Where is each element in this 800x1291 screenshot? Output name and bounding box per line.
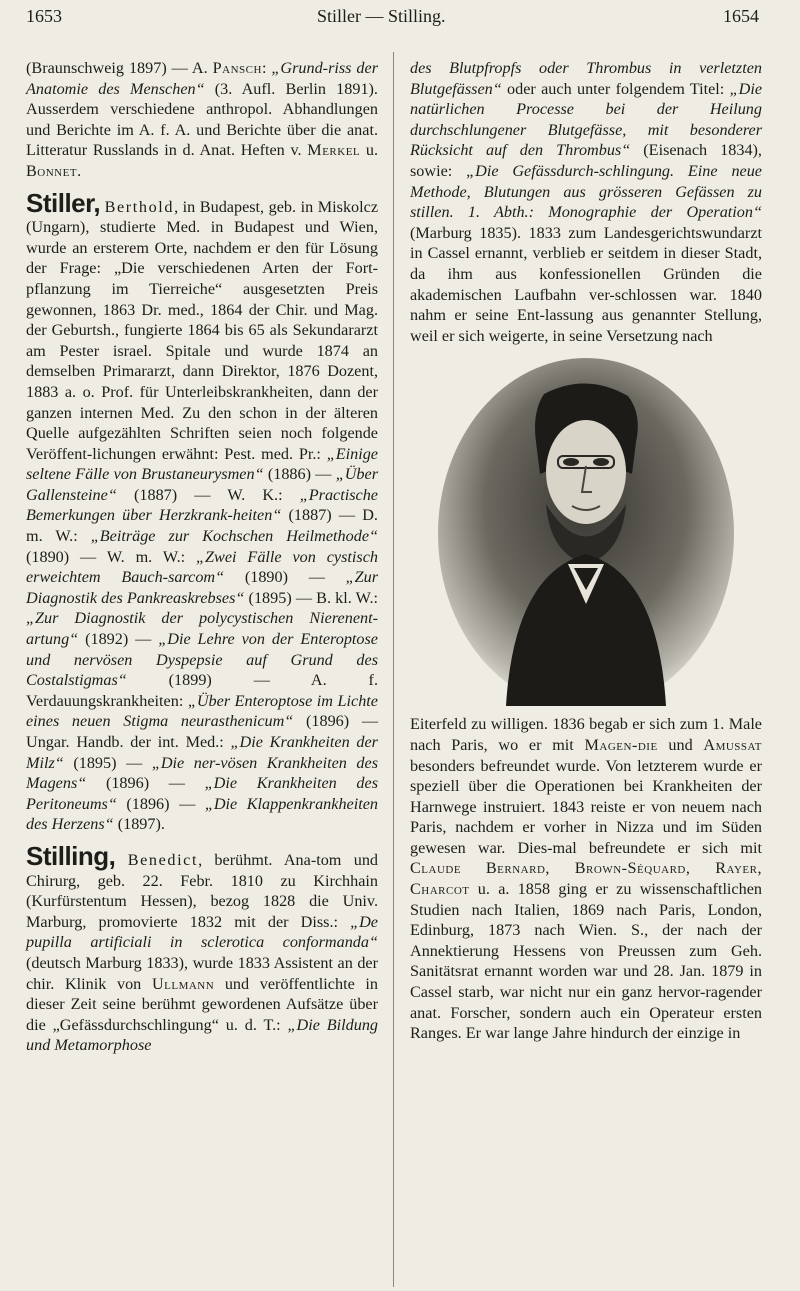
author-name: Merkel — [307, 141, 361, 160]
work-title: „Die Gefässdurch-schlingung. Eine neue Methode, Blutungen aus grösseren Gefässen zu stillen. 1. Abth.: Monographie der Operation“ — [410, 161, 762, 222]
work-title: „Die Krankheiten der Milz“ — [26, 733, 378, 772]
work-title: „Zwei Fälle von cystisch erweichtem Bauch-sarcom“ — [26, 547, 378, 587]
text-run: u. a. 1858 ging er zu wissenschaftlichen Studien nach Italien, 1869 nach Paris, London, Edinburg, 1873 nach Wien. S., der nach der Annektierung Hessens von Preussen zum Geh. Sanitätsrat ernannt worden war und 28. Jan. 1879 in Cassel starb, war nicht nur ein ganz hervor-ragender anat. Forscher, sondern auch ein Operateur ersten Ranges. Er war lange Jahre hindurch der einzige in — [410, 880, 762, 1043]
author-name: Pansch — [212, 59, 262, 77]
text-run: und veröffentlichte in dieser Zeit seine berühmt gewordenen Aufsätze über die „Gefässdurchschlingung“ u. d. T.: — [26, 974, 378, 1034]
author-name: Amussat — [703, 735, 762, 754]
text-run: , in Budapest, geb. in Miskolcz (Ungarn), studierte Med. in Budapest und Wien, wurde an ersterem Orte, nachdem er den für Lösung der Frage: „Die verschiedenen Arten der Fort-pflanzung im Tierreiche“ ausgesetzten Preis gewonnen, 1863 Dr. med., 1864 der Chir. und Mag. der Geburtsh., fungierte 1864 bis 65 als Sekundararzt am Pester israel. Spitale und wurde 1874 an demselben Primararzt, dann Direktor, 1876 Dozent, 1883 a. o. Prof. für Unterleibskrankheiten, dann der ganzen internen Med. Zu den schon in der älteren Quelle aufgezählten Schriften seien noch folgende Veröffent-lichungen erwähnt: Pest. med. Pr.: — [26, 197, 379, 463]
portrait-engraving — [436, 354, 736, 706]
text-run: (1897). — [113, 815, 165, 834]
text-run: (1896) — Ungar. Handb. der int. Med.: — [26, 712, 379, 751]
continued-paragraph — [410, 58, 762, 346]
text-run: (1899) — A. f. Verdauungskrankheiten: — [26, 671, 378, 710]
work-title: „Zur Diagnostik der polycystischen Nierenent-artung“ — [26, 609, 378, 649]
text-run: (1895) — — [63, 753, 152, 772]
text-run: und — [657, 735, 704, 754]
text-run: oder auch unter folgendem Titel: — [501, 79, 730, 98]
text-run: u. — [360, 141, 378, 160]
text-run: (1892) — — [78, 630, 159, 649]
text-run: (1890) — — [224, 568, 346, 587]
text-run: (1890) — W. m. W.: — [26, 547, 197, 566]
left-column — [26, 58, 378, 1056]
text-run: (1887) — D. m. W.: — [26, 506, 378, 546]
text-run: (1896) — — [86, 774, 205, 793]
work-title: „Practische Bemerkungen über Herzkrank-heiten“ — [26, 485, 378, 525]
author-name: Claude Bernard, Brown-Séquard, Rayer, Charcot — [410, 859, 762, 899]
entry-headword: Stiller, — [26, 187, 101, 218]
entry-headword: Stilling, — [26, 840, 116, 871]
running-title: Stiller — Stilling. — [317, 6, 446, 26]
text-run: : — [261, 59, 272, 77]
text-run: besonders befreundet wurde. Von letzterem wurde er speziell über die Operationen bei Krankheiten der Harnwege instruiert. 1843 reiste er von neuem nach Paris, nachdem er vorher in Nizza und im Süden gewesen war. Dies-mal befreundete er sich mit — [410, 756, 762, 857]
text-run: (Braunschweig 1897) — A. — [26, 59, 213, 77]
page-number-right: 1654 — [723, 6, 759, 26]
work-title: „Über Gallensteine“ — [26, 465, 378, 504]
author-name: Bonnet — [26, 161, 78, 180]
page-header — [0, 0, 800, 40]
work-title: „Einige seltene Fälle von Brustaneurysmen“ — [26, 444, 378, 484]
given-name: Benedict — [127, 850, 199, 869]
given-name: Berthold — [104, 197, 175, 216]
work-title: „Beiträge zur Kochschen Heilmethode“ — [90, 527, 379, 546]
text-run: (1895) — B. kl. W.: — [244, 588, 379, 607]
continued-paragraph-2 — [410, 714, 762, 1044]
work-title: „Die Krankheiten des Peritoneums“ — [26, 774, 378, 813]
entry-stilling — [26, 840, 379, 1056]
page-number-left: 1653 — [26, 6, 62, 26]
work-title: „De pupilla artificiali in sclerotica conformanda“ — [26, 912, 378, 952]
work-title: „Die natürlichen Processe bei der Heilung durchschlungener Blutgefässe, mit besonderer Rücksicht auf den Thrombus“ — [410, 79, 762, 160]
entry-stiller — [26, 187, 379, 835]
intro-paragraph — [26, 58, 378, 182]
text-run: (3. Aufl. Berlin 1891). Ausserdem verschiedene anthropol. Abhandlungen und Berichte im A. f. A. und Berichte über die anat. Litteratur Russlands in d. Anat. Heften v. — [26, 79, 378, 160]
right-column — [410, 58, 762, 1044]
author-name: Ullmann — [151, 974, 215, 993]
work-title: „Über Enteroptose im Lichte eines neuen Stigma neurasthenicum“ — [26, 691, 378, 731]
text-run: (1896) — — [116, 794, 205, 813]
work-title: „Zur Diagnostik des Pankreaskrebses“ — [26, 568, 379, 607]
text-run: (Eisenach 1834), sowie: — [410, 141, 762, 180]
column-divider — [393, 52, 394, 1287]
text-run: (1887) — W. K.: — [116, 485, 300, 504]
work-title: „Die Lehre von der Enteroptose und nervösen Dyspepsie auf Grund des Costalstigmas“ — [26, 630, 378, 690]
text-run: , berühmt. Ana-tom und Chirurg, geb. 22. Febr. 1810 zu Kirchhain (Kurfürstentum Hessen), bezog 1828 die Univ. Marburg, promovierte 1832 mit der Diss.: — [26, 850, 379, 931]
work-title: „Die Klappenkrankheiten des Herzens“ — [26, 794, 378, 834]
text-run: (1886) — — [263, 465, 336, 484]
text-run: (deutsch Marburg 1833), wurde 1833 Assistent an der chir. Klinik von — [26, 953, 378, 993]
text-run: Eiterfeld zu willigen. 1836 begab er sich zum 1. Male nach Paris, wo er mit — [410, 715, 762, 754]
work-title: „Die Bildung und Metamorphose — [26, 1015, 379, 1055]
author-name: Magen-die — [584, 735, 658, 754]
work-title: „Grund-riss der Anatomie des Menschen“ — [26, 59, 379, 98]
work-title: des Blutpfropfs oder Thrombus in verletzten Blutgefässen“ — [410, 59, 762, 98]
work-title: „Die ner-vösen Krankheiten des Magens“ — [26, 753, 378, 793]
text-run: . — [77, 161, 82, 180]
text-run: (Marburg 1835). 1833 zum Landesgerichtswundarzt in Cassel ernannt, verblieb er seitdem in dieser Stadt, da ihm aus konfessionellen Gründen die akademischen Laufbahn ver-schlossen war. 1840 nahm er seine Ent-lassung aus genannter Stellung, weil er sich weigerte, in seine Versetzung nach — [410, 223, 762, 345]
